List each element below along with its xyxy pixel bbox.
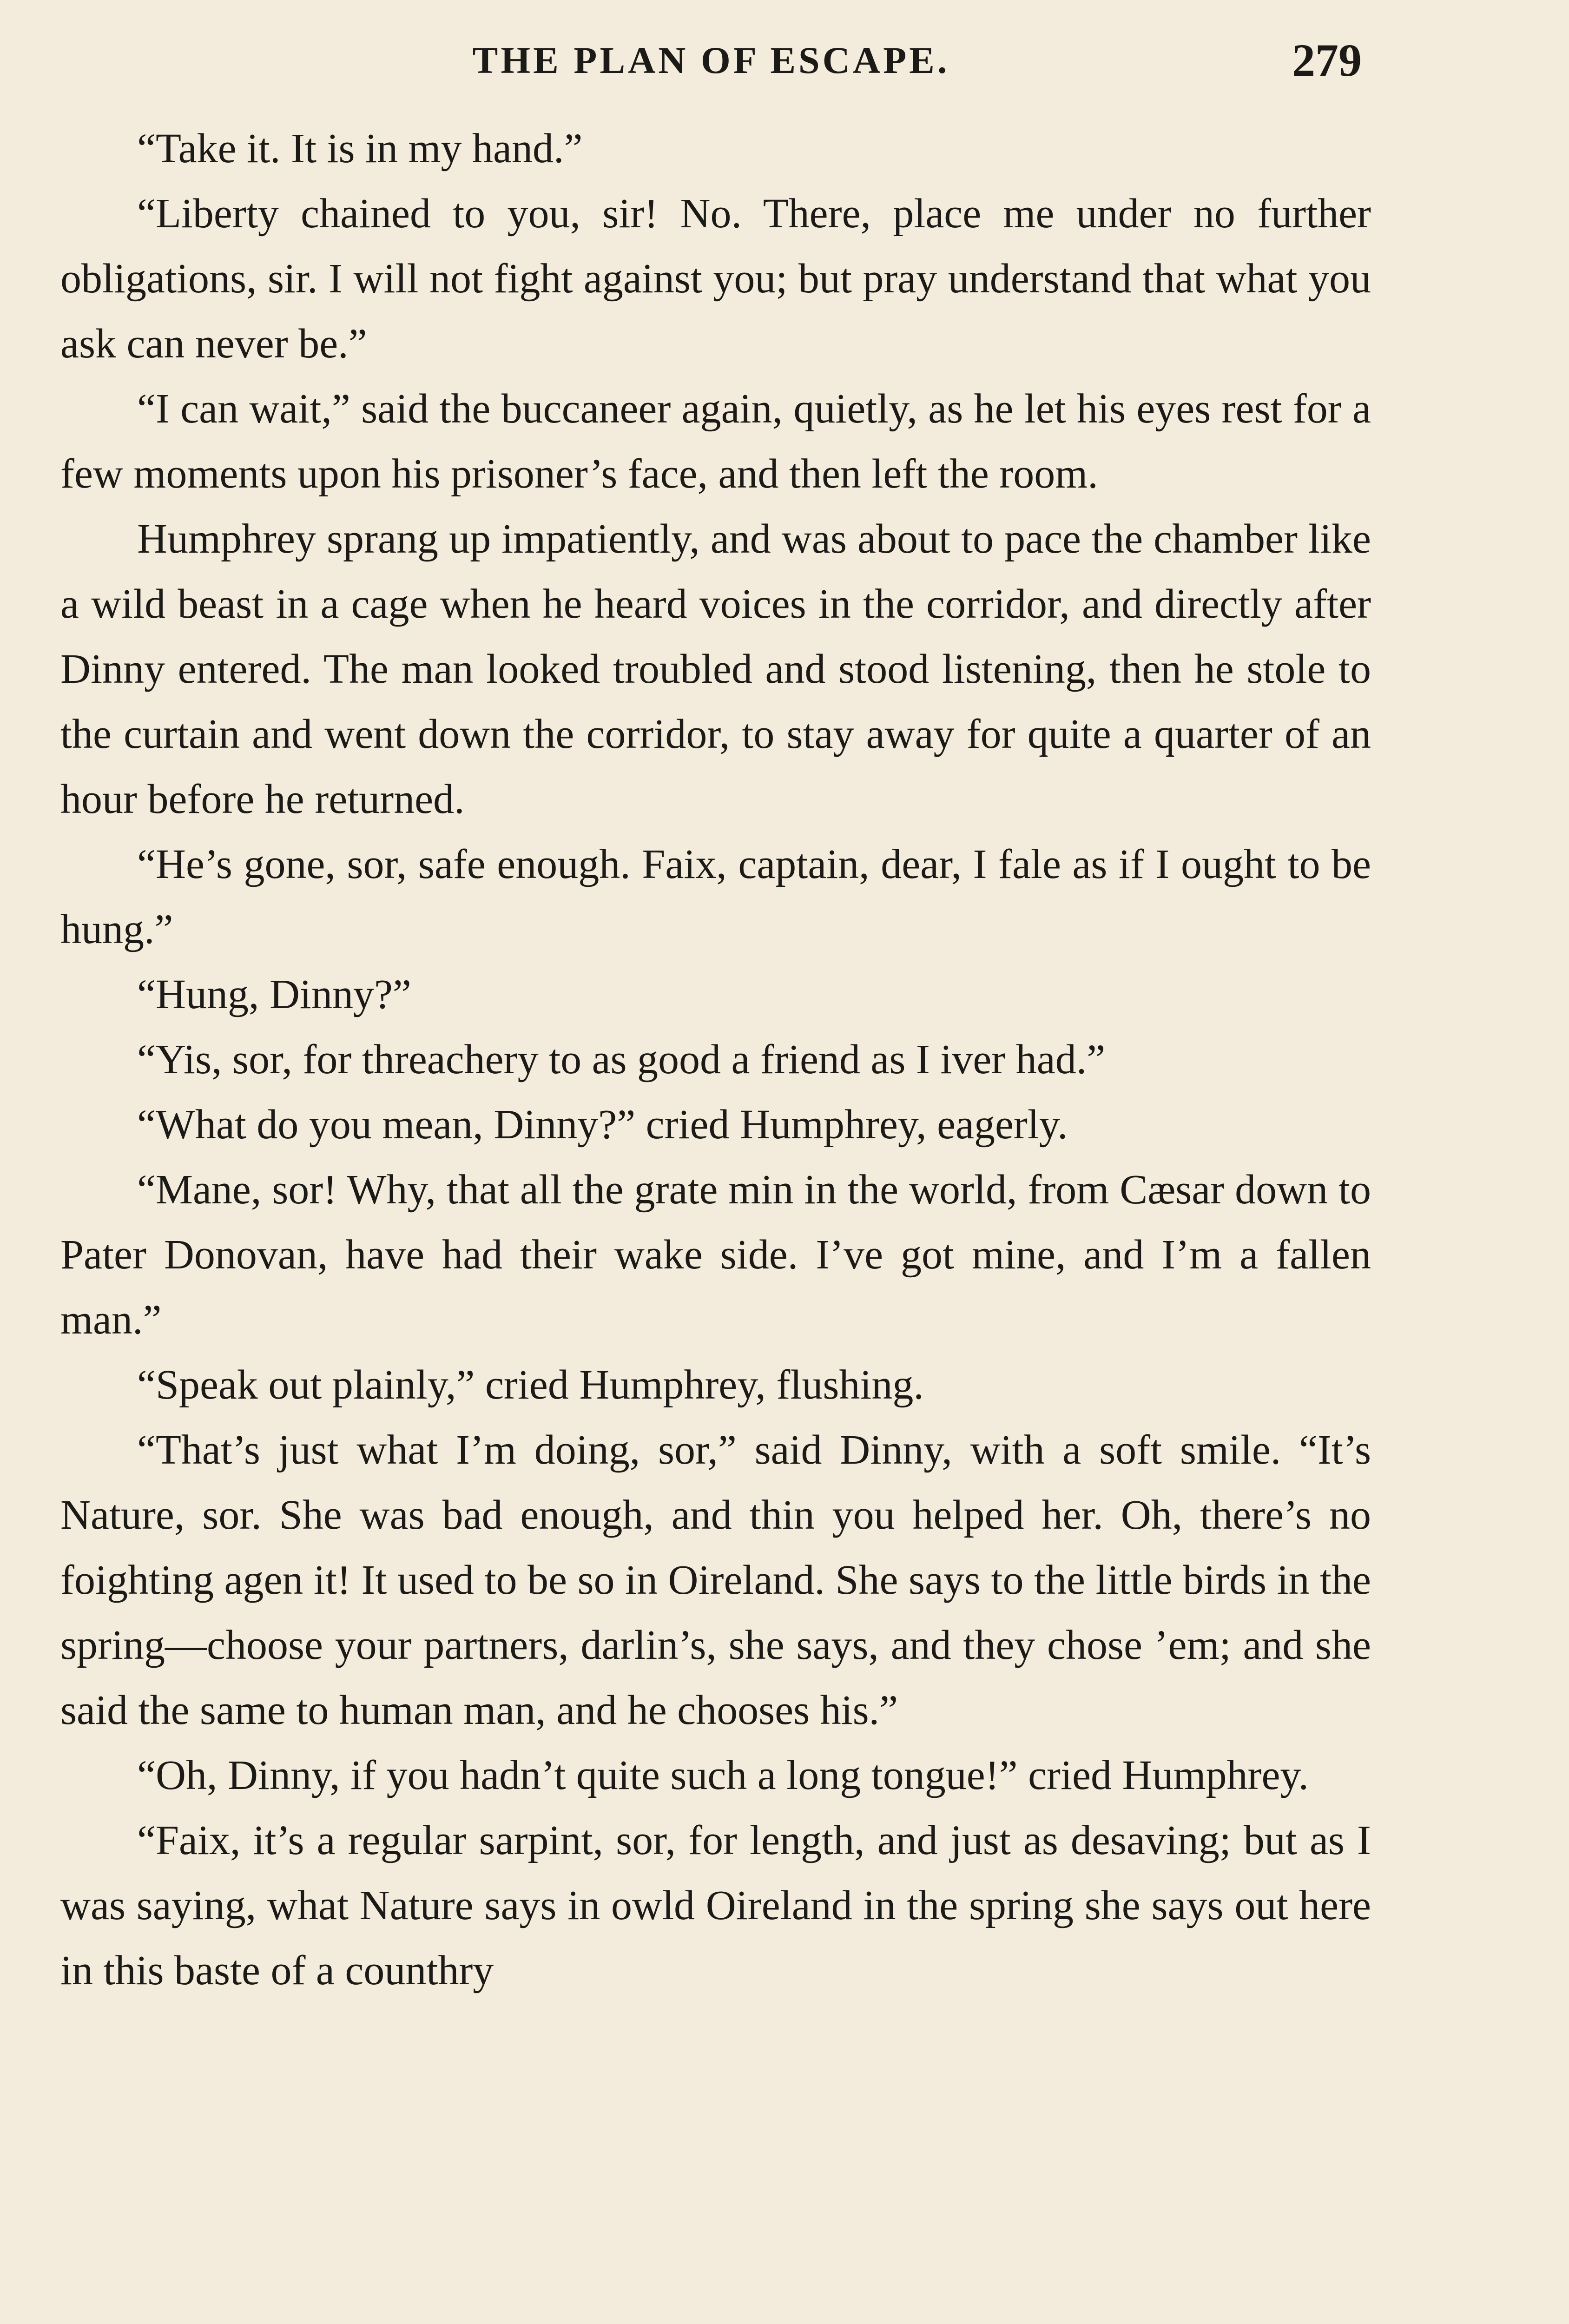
paragraph: “He’s gone, sor, safe enough. Faix, captain, dear, I fale as if I ought to be hung.” [60,841,1371,952]
paragraph: “That’s just what I’m doing, sor,” said Dinny, with a soft smile. “It’s Nature, sor. She was bad enough, and thin you helped her. Oh, there’s no foighting agen it! It used to be so in Oireland. She says to the little birds in the spring—choose your partners, darlin’s, she says, and they chose ’em; and she said the same to human man, and he chooses his.” [60,1427,1371,1733]
paragraph: “Take it. It is in my hand.” [137,125,583,172]
paragraph: “Liberty chained to you, sir! No. There, place me under no further obligations, sir. I will not fight against you; but pray understand that what you ask can never be.” [60,191,1371,367]
chapter-running-title: THE PLAN OF ESCAPE. [472,39,950,81]
paragraph: Humphrey sprang up impatiently, and was about to pace the chamber like a wild beast in a cage when he heard voices in the corridor, and directly after Dinny entered. The man looked troubled and stood listening, then he stole to the curtain and went down the corridor, to stay away for quite a quarter of an hour before he returned. [60,516,1371,822]
paragraph: “I can wait,” said the buccaneer again, quietly, as he let his eyes rest for a few moments upon his prisoner’s face, and then left the room. [60,386,1371,497]
page-number: 279 [1292,34,1362,86]
paragraph: “Mane, sor! Why, that all the grate min in the world, from Cæsar down to Pater Donovan, have had their wake side. I’ve got mine, and I’m a fallen man.” [60,1167,1371,1343]
paragraph: “Speak out plainly,” cried Humphrey, flushing. [137,1362,924,1408]
paragraph: “What do you mean, Dinny?” cried Humphrey, eagerly. [137,1102,1068,1148]
paragraph: “Yis, sor, for threachery to as good a friend as I iver had.” [137,1037,1106,1083]
body-text [60,116,1371,2003]
paragraph: “Oh, Dinny, if you hadn’t quite such a long tongue!” cried Humphrey. [137,1752,1309,1798]
running-head [60,33,1362,88]
paragraph: “Faix, it’s a regular sarpint, sor, for length, and just as desaving; but as I was saying, what Nature says in owld Oireland in the spring she says out here in this baste of a counthry [60,1817,1371,1994]
paragraph: “Hung, Dinny?” [137,971,411,1017]
